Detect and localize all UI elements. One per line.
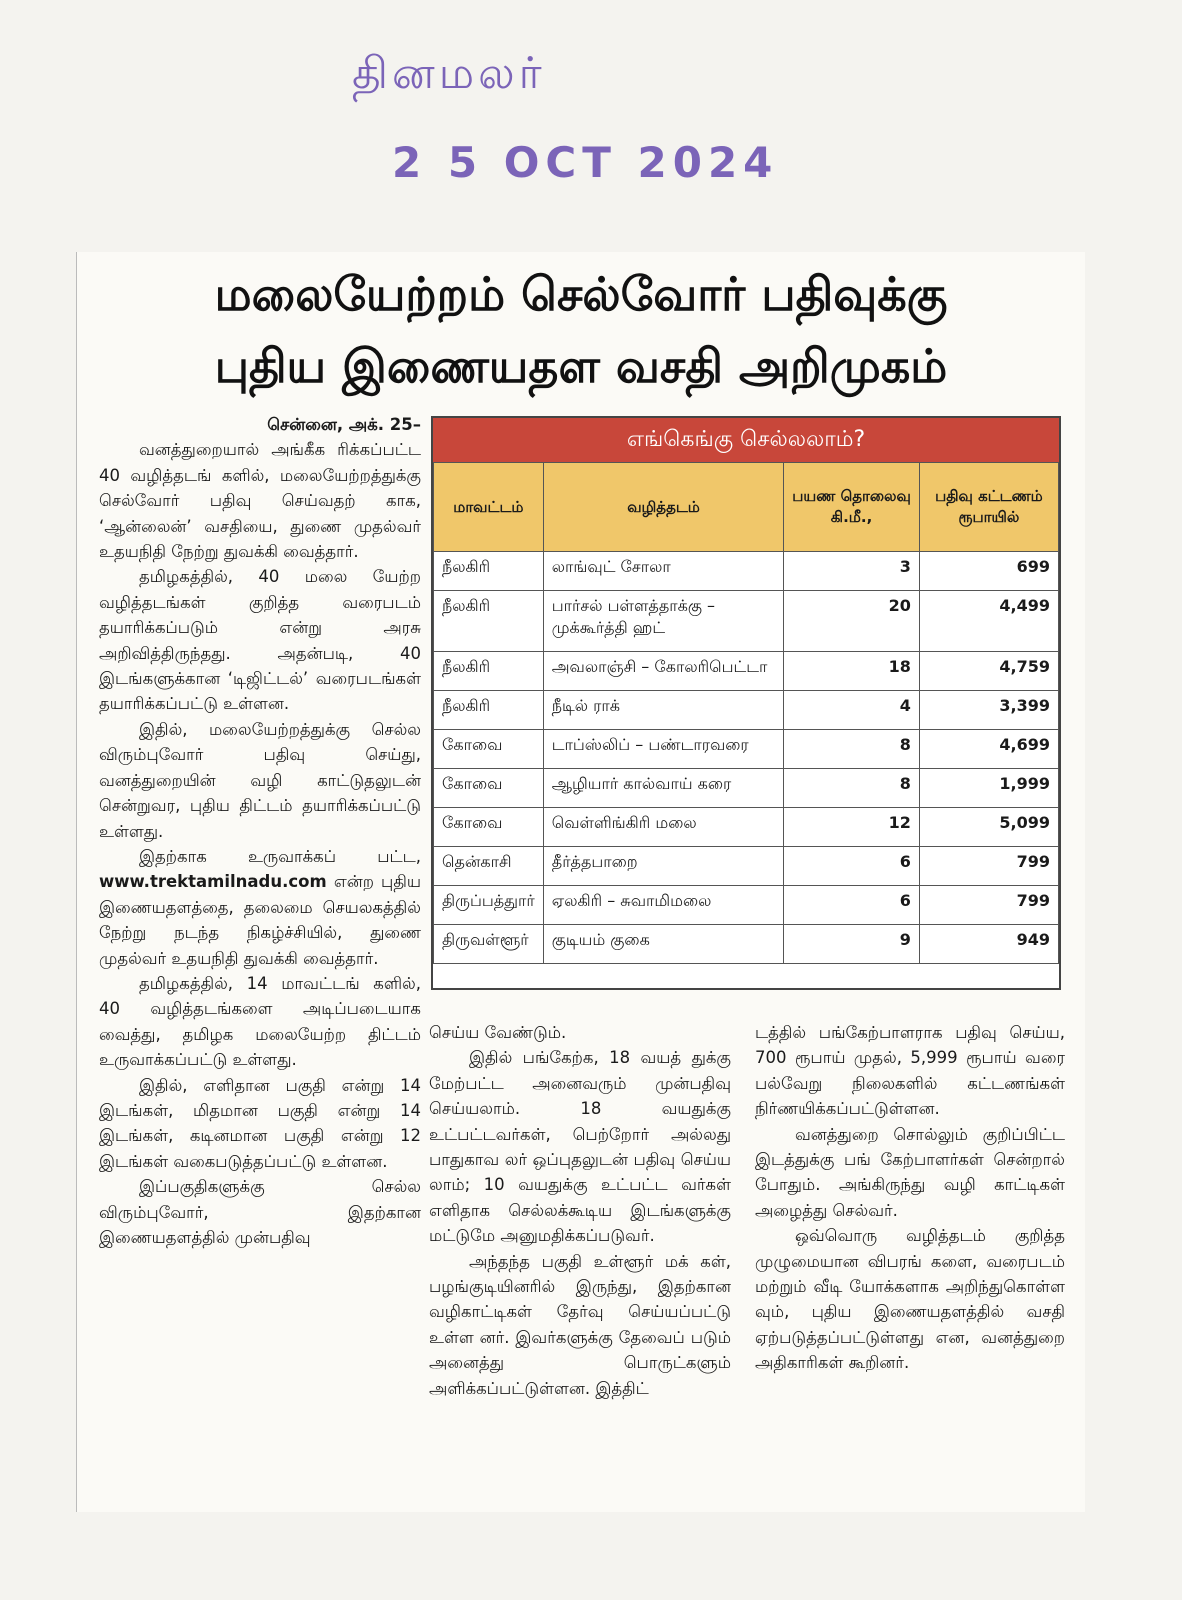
cell-distance: 4 <box>784 691 920 730</box>
header-distance: பயண தொலைவு கி.மீ., <box>784 463 920 552</box>
cell-district: திருப்பத்துார் <box>434 886 544 925</box>
cell-distance: 8 <box>784 730 920 769</box>
stamp-date: 2 5 OCT 2024 <box>392 138 779 187</box>
cell-district: திருவள்ளூர் <box>434 925 544 964</box>
table-row <box>434 925 1059 964</box>
cell-route: நீடில் ராக் <box>543 691 784 730</box>
paragraph-text: என்ற புதிய இணையதளத்தை, தலைமை செயலகத்தில் நேற்று நடந்த நிகழ்ச்சியில், துணை முதல்வர் உதயநிதி துவக்கி வைத்தார். <box>99 872 422 968</box>
table-row <box>434 808 1059 847</box>
cell-fee: 799 <box>919 886 1058 925</box>
header-fee: பதிவு கட்டணம் ரூபாயில் <box>919 463 1058 552</box>
paragraph: தமிழகத்தில், 14 மாவட்டங் களில், 40 வழித்தடங்களை அடிப்படையாக வைத்து, தமிழக மலையேற்ற திட்டம் உருவாக்கப்பட்டு உள்ளது. <box>99 973 421 1070</box>
cell-route: டாப்ஸ்லிப் – பண்டாரவரை <box>543 730 784 769</box>
paragraph: இப்பகுதிகளுக்கு செல்ல விரும்புவோர், இதற்கான இணையதளத்தில் முன்பதிவு <box>99 1177 421 1247</box>
table-row <box>434 552 1059 591</box>
cell-fee: 1,999 <box>919 769 1058 808</box>
cell-distance: 8 <box>784 769 920 808</box>
paragraph <box>99 844 421 971</box>
cell-fee: 799 <box>919 847 1058 886</box>
stamp-newspaper-name: தினமலர் <box>352 48 546 99</box>
paragraph: டத்தில் பங்கேற்பாளராக பதிவு செய்ய, 700 ரூபாய் முதல், 5,999 ரூபாய் வரை பல்வேறு நிலைகளில் கட்டணங்கள் நிர்ணயிக்கப்பட்டுள்ளன. <box>755 1023 1065 1119</box>
article-column-3 <box>755 1020 1065 1376</box>
cell-distance: 9 <box>784 925 920 964</box>
paragraph: இதில், எளிதான பகுதி என்று 14 இடங்கள், மிதமான பகுதி என்று 14 இடங்கள், கடினமான பகுதி என்று 12 இடங்கள் வகைபடுத்தப்பட்டு உள்ளன. <box>99 1075 421 1171</box>
paragraph: இதில், மலையேற்றத்துக்கு செல்ல விரும்புவோர் பதிவு செய்து, வனத்துறையின் வழி காட்டுதலுடன் சென்றுவர, புதிய திட்டம் தயாரிக்கப்பட்டு உள்ளது. <box>99 719 421 841</box>
cell-route: லாங்வுட் சோலா <box>543 552 784 591</box>
cell-fee: 5,099 <box>919 808 1058 847</box>
cell-route: வெள்ளிங்கிரி மலை <box>543 808 784 847</box>
paragraph: வனத்துறை சொல்லும் குறிப்பிட்ட இடத்துக்கு பங் கேற்பாளர்கள் சென்றால் போதும். அங்கிருந்து வழி காட்டிகள் அழைத்து செல்வர். <box>755 1124 1065 1220</box>
headline-line-2: புதிய இணையதள வசதி அறிமுகம் <box>214 339 948 393</box>
cell-distance: 6 <box>784 847 920 886</box>
paragraph: தமிழகத்தில், 40 மலை யேற்ற வழித்தடங்கள் குறித்த வரைபடம் தயாரிக்கப்படும் என்று அரசு அறிவித்திருந்தது. அதன்படி, 40 இடங்களுக்கான ‘டிஜிட்டல்’ வரைபடங்கள் தயாரிக்கப்பட்டு உள்ளன. <box>99 567 421 714</box>
cell-distance: 6 <box>784 886 920 925</box>
cell-district: நீலகிரி <box>434 552 544 591</box>
header-route: வழித்தடம் <box>543 463 784 552</box>
cell-distance: 20 <box>784 591 920 652</box>
cell-distance: 18 <box>784 652 920 691</box>
cell-route: பார்சல் பள்ளத்தாக்கு – முக்கூர்த்தி ஹட் <box>543 591 784 652</box>
cell-route: குடியம் குகை <box>543 925 784 964</box>
cell-district: நீலகிரி <box>434 691 544 730</box>
table-row <box>434 652 1059 691</box>
cell-district: கோவை <box>434 769 544 808</box>
table-row <box>434 886 1059 925</box>
news-clipping <box>76 252 1085 1512</box>
cell-route: தீர்த்தபாறை <box>543 847 784 886</box>
cell-district: நீலகிரி <box>434 652 544 691</box>
cell-distance: 3 <box>784 552 920 591</box>
paragraph: ஒவ்வொரு வழித்தடம் குறித்த முழுமையான விபரங் களை, வரைபடம் மற்றும் வீடி யோக்களாக அறிந்துகொள்ள வும், புதிய இணையதளத்தில் வசதி ஏற்படுத்தப்பட்டுள்ளது என, வனத்துறை அதிகாரிகள் கூறினர். <box>755 1226 1065 1373</box>
table-row <box>434 730 1059 769</box>
paragraph: செய்ய வேண்டும். <box>429 1023 567 1042</box>
headline-line-1: மலையேற்றம் செல்வோர் பதிவுக்கு <box>214 267 948 321</box>
routes-table <box>433 462 1059 964</box>
table-row <box>434 691 1059 730</box>
cell-route: அவலாஞ்சி – கோலரிபெட்டா <box>543 652 784 691</box>
cell-fee: 4,499 <box>919 591 1058 652</box>
cell-district: கோவை <box>434 808 544 847</box>
dateline: சென்னை, அக். 25– <box>267 415 421 434</box>
cell-route: ஏலகிரி – சுவாமிமலை <box>543 886 784 925</box>
table-row <box>434 847 1059 886</box>
table-title: எங்கெங்கு செல்லலாம்? <box>433 418 1059 462</box>
header-district: மாவட்டம் <box>434 463 544 552</box>
paragraph: இதில் பங்கேற்க, 18 வயத் துக்கு மேற்பட்ட அனைவரும் முன்பதிவு செய்யலாம். 18 வயதுக்கு உட்பட்டவர்கள், பெற்றோர் அல்லது பாதுகாவ லர் ஒப்புதலுடன் பதிவு செய்ய லாம்; 10 வயதுக்கு உட்பட்ட வர்கள் எளிதாக செல்லக்கூடிய இடங்களுக்கு மட்டுமே அனுமதிக்கப்படுவர். <box>429 1048 731 1246</box>
article-column-2 <box>429 1020 731 1401</box>
cell-district: நீலகிரி <box>434 591 544 652</box>
table-row <box>434 591 1059 652</box>
cell-fee: 949 <box>919 925 1058 964</box>
article-column-1 <box>99 412 421 1250</box>
routes-table-box <box>431 416 1061 990</box>
table-row <box>434 769 1059 808</box>
cell-fee: 4,699 <box>919 730 1058 769</box>
website-link[interactable]: www.trektamilnadu.com <box>99 872 327 892</box>
cell-distance: 12 <box>784 808 920 847</box>
cell-fee: 699 <box>919 552 1058 591</box>
cell-district: கோவை <box>434 730 544 769</box>
paragraph-text: இதற்காக உருவாக்கப் பட்ட, <box>139 846 421 866</box>
paragraph: அந்தந்த பகுதி உள்ளூர் மக் கள், பழங்குடியினரில் இருந்து, இதற்கான வழிகாட்டிகள் தேர்வு செய்யப்பட்டு உள்ள னர். இவர்களுக்கு தேவைப் படும் அனைத்து பொருட்களும் அளிக்கப்பட்டுள்ளன. இத்திட் <box>429 1251 731 1398</box>
paragraph: வனத்துறையால் அங்கீக ரிக்கப்பட்ட 40 வழித்தடங் களில், மலையேற்றத்துக்கு செல்வோர் பதிவு செய்வதற் காக, ‘ஆன்லைன்’ வசதியை, துணை முதல்வர் உதயநிதி நேற்று துவக்கி வைத்தார். <box>99 440 421 562</box>
cell-district: தென்காசி <box>434 847 544 886</box>
cell-fee: 3,399 <box>919 691 1058 730</box>
headline <box>77 258 1085 402</box>
cell-fee: 4,759 <box>919 652 1058 691</box>
cell-route: ஆழியார் கால்வாய் கரை <box>543 769 784 808</box>
